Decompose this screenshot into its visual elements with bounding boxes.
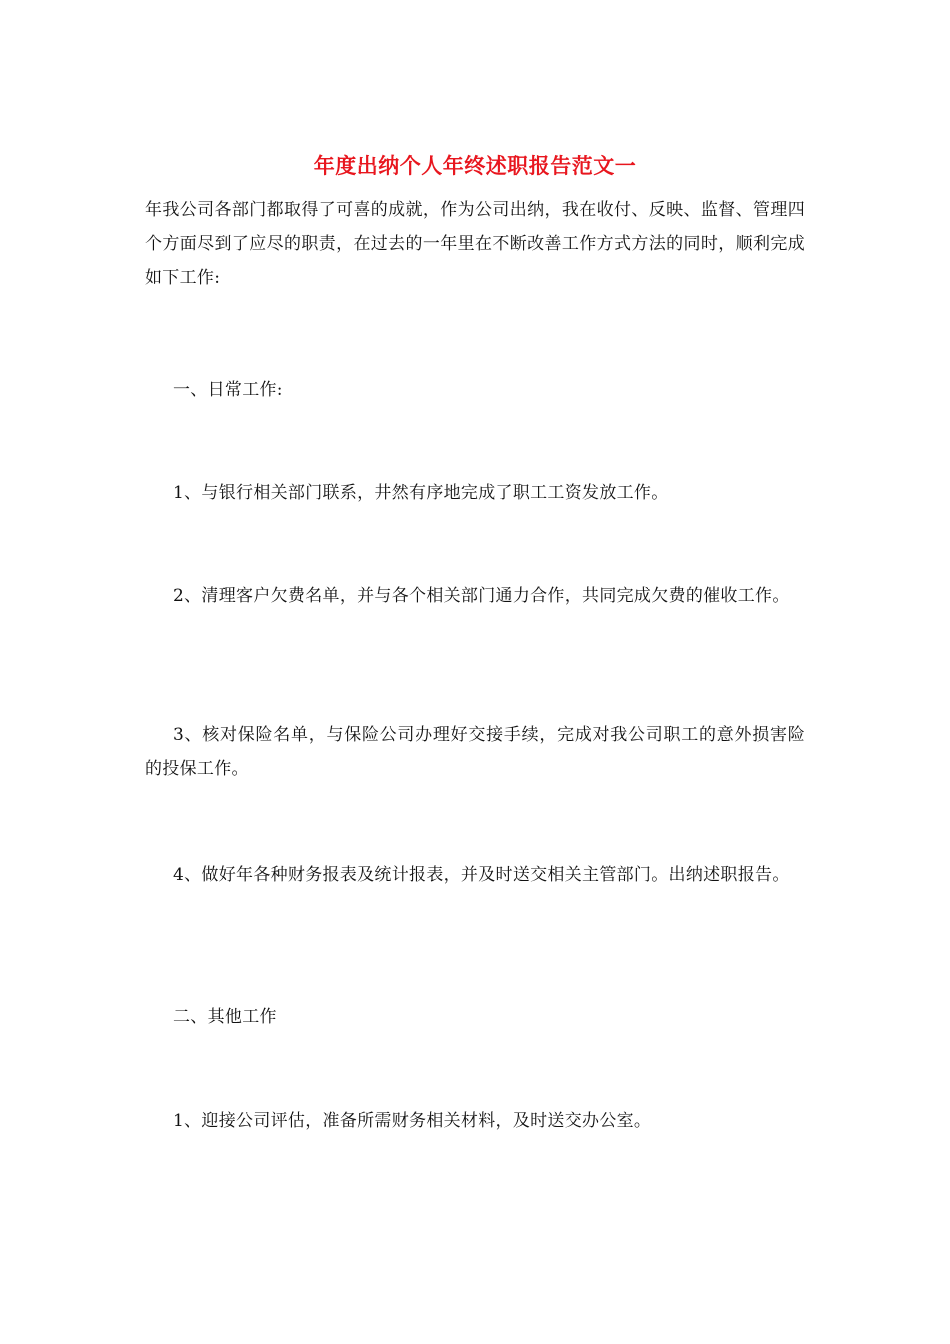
section-heading-other-work: 二、其他工作 [173,1007,277,1027]
section-heading-daily-work: 一、日常工作: [173,380,283,400]
intro-paragraph: 年我公司各部门都取得了可喜的成就，作为公司出纳，我在收付、反映、监督、管理四个方面尽到了应尽的职责，在过去的一年里在不断改善工作方式方法的同时，顺利完成如下工作: [145,200,805,288]
list-item: 1、与银行相关部门联系，井然有序地完成了职工工资发放工作。 [173,483,669,503]
list-item: 2、清理客户欠费名单，并与各个相关部门通力合作，共同完成欠费的催收工作。 [173,586,790,606]
document-title: 年度出纳个人年终述职报告范文一 [313,153,637,178]
list-item: 3、核对保险名单，与保险公司办理好交接手续，完成对我公司职工的意外损害险的投保工作。 [145,725,805,779]
list-item: 4、做好年各种财务报表及统计报表，并及时送交相关主管部门。出纳述职报告。 [173,865,790,885]
list-item: 1、迎接公司评估，准备所需财务相关材料，及时送交办公室。 [173,1111,652,1131]
